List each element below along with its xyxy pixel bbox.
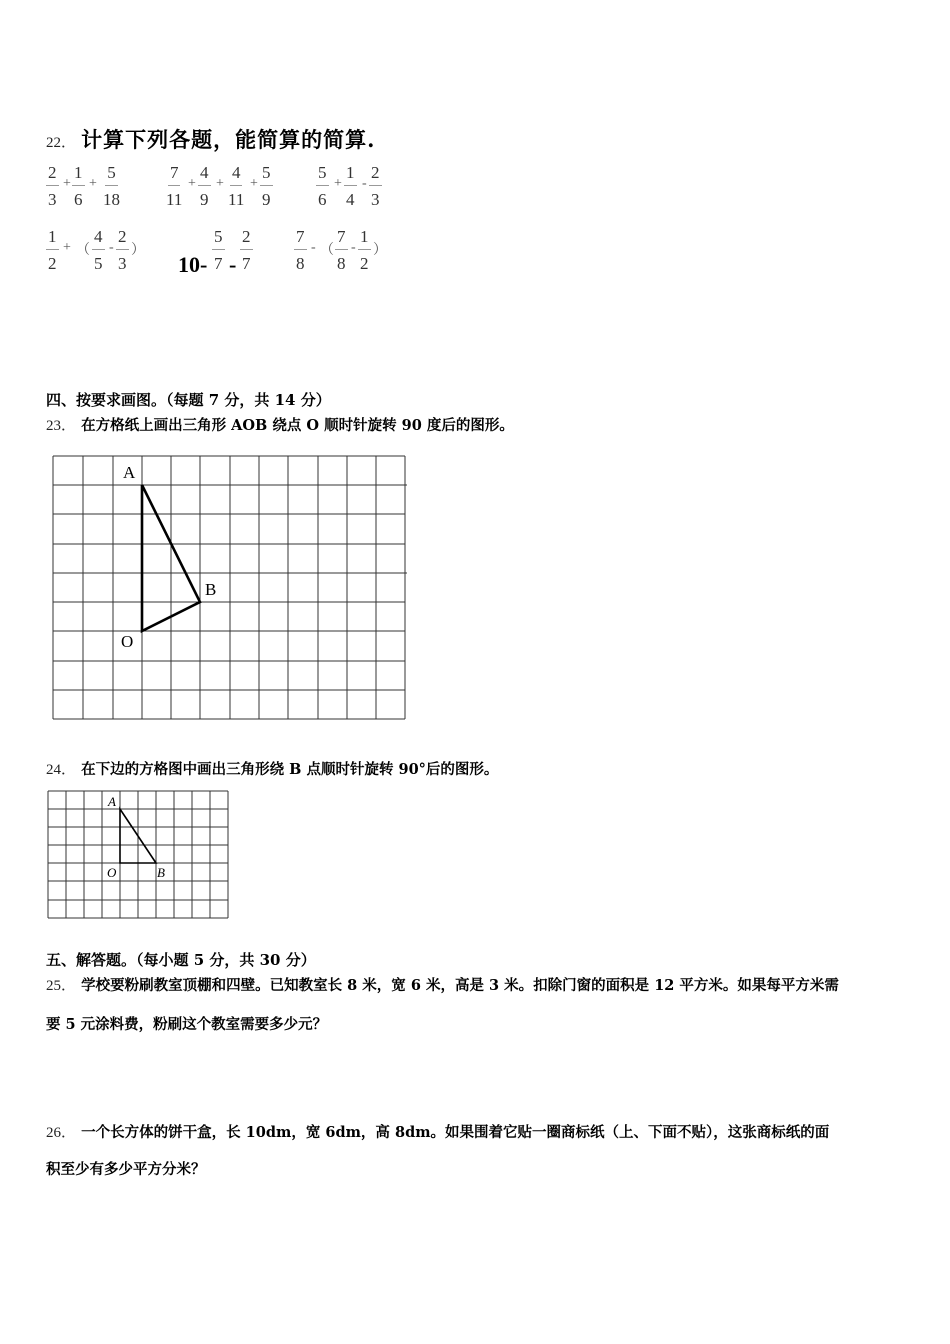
q24-text-row: [46, 758, 498, 779]
question-number: 23．: [46, 418, 77, 434]
fraction: $\frac{4}{11}$: [228, 163, 245, 209]
fraction: $\frac{7}{11}$: [166, 163, 183, 209]
question-number: 24．: [46, 762, 77, 778]
question-text-line1: 一个长方体的饼干盒，长 10dm，宽 6dm，高 8dm。如果围着它贴一圈商标纸（上、下面不贴），这张商标纸的面: [81, 1124, 830, 1141]
fraction: $\frac{7}{8}$: [337, 227, 346, 273]
operator: -: [351, 240, 356, 255]
question-text-line2: 要 5 元涂料费，粉刷这个教室需要多少元？: [46, 1016, 328, 1033]
q26-text-row: [46, 1121, 916, 1142]
operator: +: [188, 176, 196, 191]
q24-label-o: O: [107, 865, 117, 880]
question-text-line1: 学校要粉刷教室顶棚和四壁。已知教室长 8 米，宽 6 米，高是 3 米。扣除门窗的面积是 12 平方米。如果每平方米需: [81, 977, 839, 994]
grid-lines: [53, 456, 407, 719]
operator: +: [250, 176, 258, 191]
fraction: $\frac{5}{18}$: [103, 163, 120, 209]
q24-label-b: B: [157, 865, 165, 880]
right-paren: ）: [131, 243, 145, 258]
fraction: $\frac{5}{7}$: [214, 227, 223, 273]
fraction: $\frac{2}{3}$: [371, 163, 380, 209]
fraction: $\frac{2}{3}$: [48, 163, 57, 209]
q24-label-a: A: [108, 794, 116, 809]
operator: -: [311, 240, 316, 255]
operator: -: [362, 176, 367, 191]
q24-grid-lines: [48, 791, 228, 918]
operator: +: [89, 176, 97, 191]
point-label-o: O: [121, 632, 134, 651]
question-text: 在下边的方格图中画出三角形绕 B 点顺时针旋转 90°后的图形。: [81, 761, 499, 778]
question-number: 22．: [46, 135, 77, 151]
fraction: $\frac{5}{9}$: [262, 163, 271, 209]
left-paren: （: [320, 243, 334, 258]
section-heading: 四、按要求画图。（每题 7 分，共 14 分）: [46, 391, 331, 409]
fraction: $\frac{1}{4}$: [346, 163, 355, 209]
fraction: $\frac{4}{5}$: [94, 227, 103, 273]
question-number: 26．: [46, 1125, 77, 1141]
right-paren: ）: [373, 243, 387, 258]
fraction: $\frac{2}{3}$: [118, 227, 127, 273]
fraction: $\frac{4}{9}$: [200, 163, 209, 209]
section-heading: 五、解答题。（每小题 5 分，共 30 分）: [46, 951, 316, 969]
left-paren: （: [76, 243, 90, 258]
fraction: $\frac{5}{6}$: [318, 163, 327, 209]
operator: -: [109, 240, 114, 255]
fraction: $\frac{7}{8}$: [296, 227, 305, 273]
fraction: $\frac{1}{2}$: [360, 227, 369, 273]
point-label-a: A: [123, 463, 136, 482]
operator: -: [229, 252, 237, 277]
fraction: $\frac{1}{6}$: [74, 163, 83, 209]
question-number: 25．: [46, 978, 77, 994]
q25-text-row: [46, 974, 916, 995]
fraction: $\frac{2}{7}$: [242, 227, 251, 273]
fraction: $\frac{1}{2}$: [48, 227, 57, 273]
point-label-b: B: [205, 580, 217, 599]
question-text: 在方格纸上画出三角形 AOB 绕点 O 顺时针旋转 90 度后的图形。: [81, 417, 514, 434]
leading-term: 10-: [178, 252, 208, 277]
operator: +: [216, 176, 224, 191]
operator: +: [63, 240, 71, 255]
operator: +: [334, 176, 342, 191]
question-title: 计算下列各题，能简算的简算.: [81, 127, 376, 152]
operator: +: [63, 176, 71, 191]
question-text-line2: 积至少有多少平方分米？: [46, 1161, 206, 1178]
